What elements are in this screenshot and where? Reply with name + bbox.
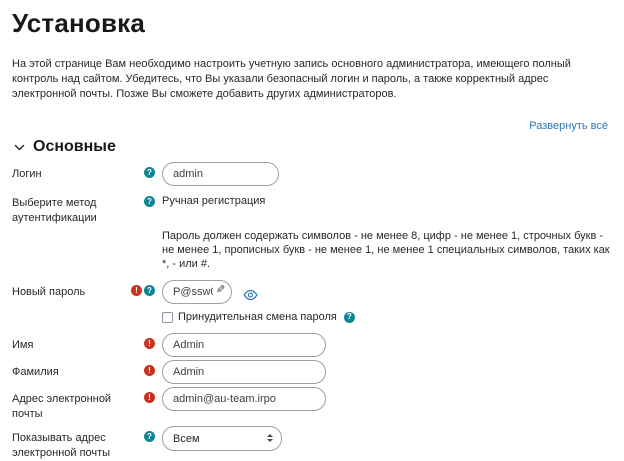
help-icon[interactable]: ? <box>144 196 155 207</box>
row-force-password-change <box>12 311 610 323</box>
row-auth-method <box>12 191 610 226</box>
intro-text: На этой странице Вам необходимо настроить учетную запись основного администратора, имеющего полный контроль над сайтом. Убедитесь, что Вы указали безопасный логин и пароль, а также корректный адрес электронной почты. Позже Вы сможете добавить других администраторов. <box>12 58 571 100</box>
force-password-change-label: Принудительная смена пароля <box>178 311 337 323</box>
row-email <box>12 387 610 422</box>
expand-all-row <box>12 116 610 134</box>
firstname-input[interactable] <box>162 333 326 357</box>
login-input[interactable] <box>162 162 279 186</box>
auth-method-label: Выберите метод аутентификации <box>12 197 97 224</box>
row-firstname <box>12 333 610 357</box>
email-visibility-label: Показывать адрес электронной почты <box>12 432 111 459</box>
row-login <box>12 162 610 186</box>
new-password-label: Новый пароль <box>12 286 86 298</box>
chevron-down-icon <box>14 142 25 153</box>
force-password-change-checkbox[interactable] <box>162 312 173 323</box>
unmask-password-eye-icon[interactable] <box>243 289 258 301</box>
required-icon: ! <box>144 365 155 376</box>
email-visibility-select[interactable] <box>162 426 282 451</box>
expand-all-link[interactable]: Развернуть всё <box>529 120 608 132</box>
help-icon[interactable]: ? <box>144 431 155 442</box>
auth-method-value: Ручная регистрация <box>162 195 266 207</box>
lastname-label: Фамилия <box>12 366 59 378</box>
login-label: Логин <box>12 168 42 180</box>
help-icon[interactable]: ? <box>144 285 155 296</box>
page-title: Установка <box>12 8 146 38</box>
section-title: Основные <box>33 138 116 155</box>
edit-pencil-icon: ✎ <box>215 284 225 296</box>
section-header-general[interactable] <box>12 138 610 156</box>
row-new-password <box>12 280 610 304</box>
firstname-label: Имя <box>12 339 34 351</box>
required-icon: ! <box>144 392 155 403</box>
row-password-policy <box>12 229 610 271</box>
lastname-input[interactable] <box>162 360 326 384</box>
email-input[interactable] <box>162 387 326 411</box>
required-icon: ! <box>144 338 155 349</box>
row-lastname <box>12 360 610 384</box>
password-policy-text: Пароль должен содержать символов - не менее 8, цифр - не менее 1, строчных букв - не менее 1, прописных букв - не менее 1, не менее 1 специальных символов, таких как *, - или #. <box>162 230 610 270</box>
email-label: Адрес электронной почты <box>12 393 112 420</box>
help-icon[interactable]: ? <box>344 312 355 323</box>
help-icon[interactable]: ? <box>144 167 155 178</box>
row-email-visibility <box>12 426 610 461</box>
required-icon: ! <box>131 285 142 296</box>
